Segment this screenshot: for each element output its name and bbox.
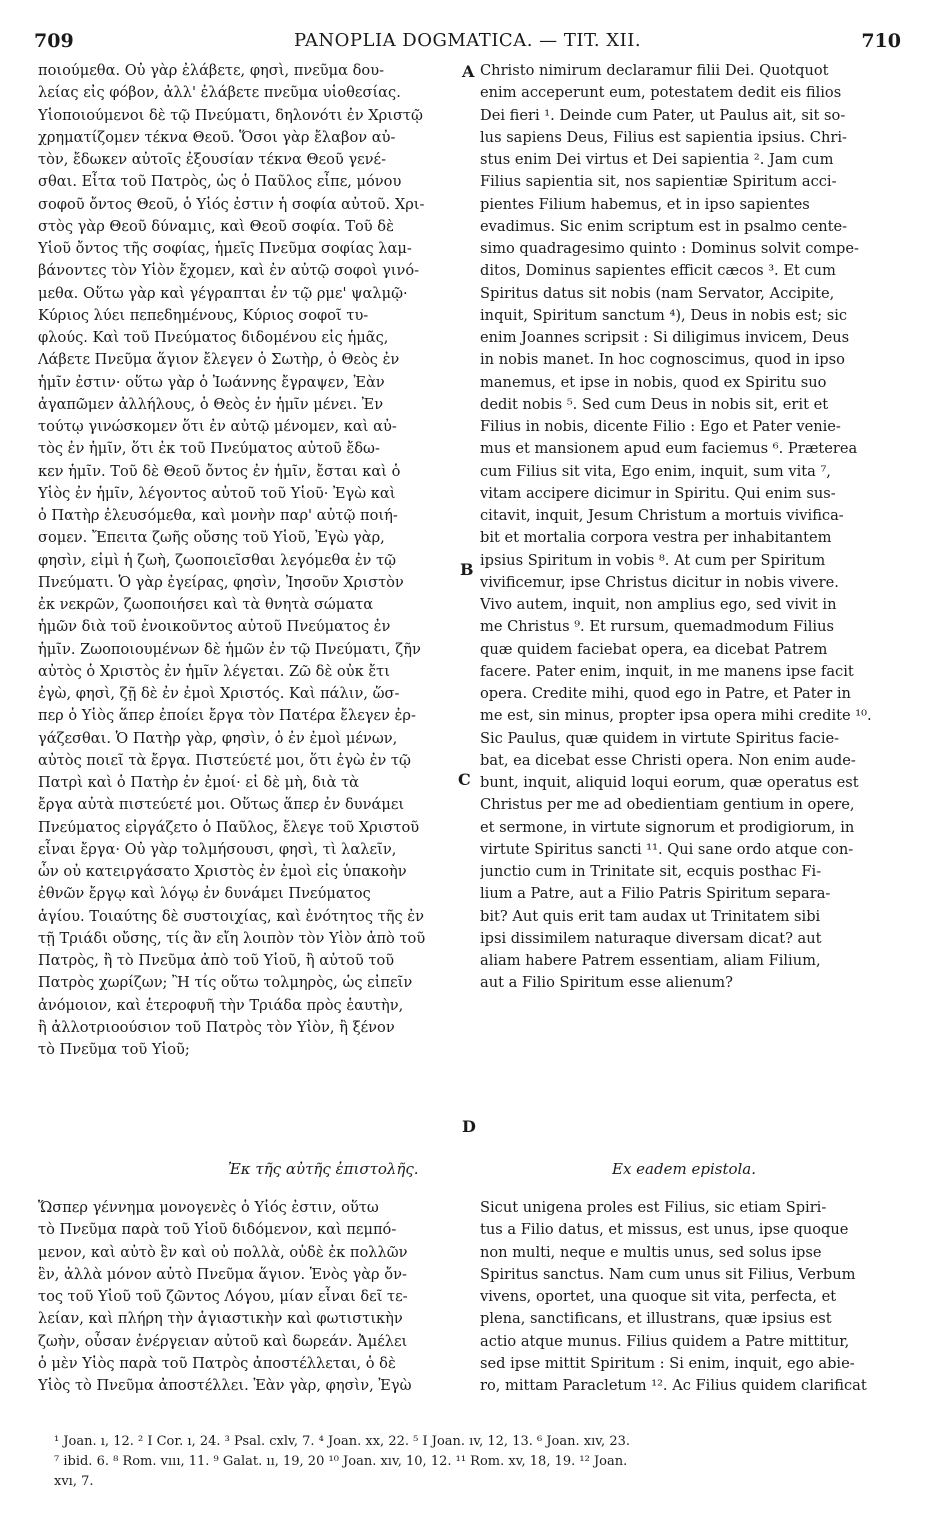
text-line: vivificemur, ipse Christus dicitur in nobis vivere. [480, 573, 839, 591]
text-line: Sicut unigena proles est Filius, sic etiam Spiri- [480, 1199, 827, 1216]
text-line: vivens, oportet, una quoque sit vita, perfecta, et [480, 1288, 837, 1305]
text-line: τούτῳ γινώσκομεν ὅτι ἐν αὐτῷ μένομεν, καὶ αὐ- [38, 418, 397, 435]
footnote-line: xvı, 7. [54, 1474, 94, 1489]
text-line: ὧν οὐ κατειργάσατο Χριστὸς ἐν ἐμοὶ εἰς ὑπακοὴν [38, 863, 407, 880]
text-line: ἐκ νεκρῶν, ζωοποιήσει καὶ τὰ θνητὰ σώματα [38, 596, 374, 613]
text-line: facere. Pater enim, inquit, in me manens ipse facit [480, 662, 854, 680]
text-line: me est, sin minus, propter ipsa opera mihi credite ¹⁰. [480, 707, 872, 725]
text-line: Πατρὸς, ἢ τὸ Πνεῦμα ἀπὸ τοῦ Υἱοῦ, ἢ αὐτοῦ τοῦ [38, 952, 395, 969]
text-line: lus sapiens Deus, Filius est sapientia ipsius. Chri- [480, 128, 847, 146]
text-line: ὁ Πατὴρ ἐλευσόμεθα, καὶ μονὴν παρ' αὐτῷ ποιή- [38, 507, 398, 524]
text-line: φησὶν, εἰμὶ ἡ ζωὴ, ζωοποιεῖσθαι λεγόμεθα ἐν τῷ [38, 551, 397, 569]
text-line: Υἱοῦ ὄντος τῆς σοφίας, ἡμεῖς Πνεῦμα σοφίας λαμ- [38, 240, 412, 257]
text-line: ἡμῖν. Ζωοποιουμένων δὲ ἡμῶν ἐν τῷ Πνεύματι, ζῆν [38, 640, 421, 658]
text-line: et sermone, in virtute signorum et prodigiorum, in [480, 818, 855, 836]
text-line: Spiritus datus sit nobis (nam Servator, Accipite, [480, 284, 835, 302]
text-line: φλούς. Καὶ τοῦ Πνεύματος διδομένου εἰς ἡμᾶς, [38, 329, 389, 346]
text-line: ζωὴν, οὖσαν ἐνέργειαν αὐτοῦ καὶ δωρεάν. Ἀμέλει [38, 1332, 408, 1350]
text-line: βάνοντες τὸν Υἱὸν ἔχομεν, καὶ ἐν αὐτῷ σοφοὶ γινό- [38, 262, 420, 280]
text-line: μενον, καὶ αὐτὸ ἓν καὶ οὐ πολλὰ, οὐδὲ ἐκ πολλῶν [38, 1243, 408, 1261]
text-line: τὸν, ἔδωκεν αὐτοῖς ἐξουσίαν τέκνα Θεοῦ γενέ- [38, 151, 387, 168]
text-line: Ὥσπερ γέννημα μονογενὲς ὁ Υἱός ἐστιν, οὕτω [38, 1199, 379, 1216]
text-line: ἡμῶν διὰ τοῦ ἐνοικοῦντος αὐτοῦ Πνεύματος ἐν [38, 618, 391, 636]
text-line: bit et mortalia corpora vestra per inhabitantem [480, 529, 832, 547]
text-line: cum Filius sit vita, Ego enim, inquit, sum vita ⁷, [480, 462, 831, 480]
text-line: vitam accipere dicimur in Spiritu. Qui enim sus- [480, 484, 836, 502]
text-line: σοφοῦ ὄντος Θεοῦ, ὁ Υἱός ἐστιν ἡ σοφία αὐτοῦ. Χρι- [38, 195, 425, 213]
text-line: ποιούμεθα. Οὐ γὰρ ἐλάβετε, φησὶ, πνεῦμα δου- [38, 62, 385, 79]
text-line: Πατρὸς χωρίζων; Ἢ τίς οὕτω τολμηρὸς, ὡς εἰπεῖν [38, 974, 413, 992]
text-line: Christus per me ad obedientiam gentium in opere, [480, 796, 855, 814]
text-line: mus et mansionem apud eum faciemus ⁶. Præterea [480, 440, 858, 458]
text-line: citavit, inquit, Jesum Christum a mortuis vivifica- [480, 507, 844, 524]
text-line: ipsi dissimilem naturaque diversam dicat? aut [480, 929, 822, 947]
text-line: τὸ Πνεῦμα τοῦ Υἱοῦ; [38, 1041, 190, 1058]
page-number-right: 710 [861, 30, 901, 52]
text-line: enim Joannes scripsit : Si diligimus invicem, Deus [480, 329, 850, 346]
text-line: opera. Credite mihi, quod ego in Patre, et Pater in [480, 685, 851, 702]
text-line: αὐτὸς ὁ Χριστὸς ἐν ἡμῖν λέγεται. Ζῶ δὲ οὐκ ἔτι [38, 662, 390, 680]
text-line: lium a Patre, aut a Filio Patris Spiritum separa- [480, 885, 831, 903]
text-line: in nobis manet. In hoc cognoscimus, quod in ipso [480, 351, 845, 369]
text-line: λείαν, καὶ πλήρη τὴν ἁγιαστικὴν καὶ φωτιστικὴν [38, 1310, 403, 1328]
text-line: Vivo autem, inquit, non amplius ego, sed vivit in [480, 596, 837, 613]
text-line: dedit nobis ⁵. Sed cum Deus in nobis sit, erit et [480, 395, 829, 413]
margin-marker-d: D [462, 1117, 476, 1136]
page-number-left: 709 [34, 30, 74, 52]
text-line: ἢ ἀλλοτριοούσιον τοῦ Πατρὸς τὸν Υἱὸν, ἢ ξένον [38, 1018, 395, 1036]
text-line: Υἱοποιούμενοι δὲ τῷ Πνεύματι, δηλονότι ἐν Χριστῷ [38, 106, 423, 124]
margin-marker-b: B [460, 560, 474, 579]
text-line: ditos, Dominus sapientes efficit cæcos ³. Et cum [480, 262, 836, 280]
text-line: aliam habere Patrem essentiam, aliam Filium, [480, 952, 821, 969]
text-line: manemus, et ipse in nobis, quod ex Spiritu suo [480, 373, 827, 391]
text-line: χρηματίζομεν τέκνα Θεοῦ. Ὅσοι γὰρ ἔλαβον αὐ- [38, 128, 396, 146]
text-line: bit? Aut quis erit tam audax ut Trinitatem sibi [480, 907, 821, 925]
text-line: pientes Filium habemus, et in ipso sapientes [480, 195, 810, 213]
text-line: Spiritus sanctus. Nam cum unus sit Filius, Verbum [480, 1265, 856, 1283]
text-line: simo quadragesimo quinto : Dominus solvit compe- [480, 240, 859, 257]
text-line: τὸς ἐν ἡμῖν, ὅτι ἐκ τοῦ Πνεύματος αὐτοῦ ἔδω- [38, 440, 380, 458]
text-line: ipsius Spiritum in vobis ⁸. At cum per Spiritum [480, 551, 826, 569]
text-line: virtute Spiritus sancti ¹¹. Qui sane ordo atque con- [480, 840, 854, 858]
text-line: μεθα. Οὕτω γὰρ καὶ γέγραπται ἐν τῷ ρμε' ψαλμῷ· [38, 284, 408, 302]
text-line: αὐτὸς ποιεῖ τὰ ἔργα. Πιστεύετέ μοι, ὅτι ἐγὼ ἐν τῷ [38, 751, 411, 769]
text-line: non multi, neque e multis unus, sed solus ipse [480, 1243, 822, 1261]
section-title-latin: Ex eadem epistola. [612, 1160, 757, 1178]
footnote-line: ⁷ ibid. 6. ⁸ Rom. vııı, 11. ⁹ Galat. ıı, 19, 20 ¹⁰ Joan. xıv, 10, 12. ¹¹ Rom. xv, 18, 19. ¹² Joan. [54, 1454, 628, 1469]
text-line: ἀγαπῶμεν ἀλλήλους, ὁ Θεὸς ἐν ἡμῖν μένει. Ἐν [38, 395, 384, 413]
text-line: Filius sapientia sit, nos sapientiæ Spiritum acci- [480, 173, 837, 191]
text-line: ro, mittam Paracletum ¹². Ac Filius quidem clarificat [480, 1377, 867, 1394]
text-line: Filius in nobis, dicente Filio : Ego et Pater venie- [480, 418, 841, 435]
running-title: PANOPLIA DOGMATICA. — TIT. XII. [293, 30, 642, 51]
text-line: στὸς γὰρ Θεοῦ δύναμις, καὶ Θεοῦ σοφία. Τοῦ δὲ [38, 217, 394, 235]
footnote-line: ¹ Joan. ı, 12. ² I Cor. ı, 24. ³ Psal. cxlv, 7. ⁴ Joan. xx, 22. ⁵ I Joan. ıv, 12, 13. ⁶ Joan. xıv, 23. [54, 1434, 630, 1449]
section-title-greek: Ἐκ τῆς αὐτῆς ἐπιστολῆς. [228, 1160, 419, 1178]
text-line: enim acceperunt eum, potestatem dedit eis filios [480, 84, 842, 102]
margin-marker-c: C [458, 770, 471, 789]
text-line: Dei fieri ¹. Deinde cum Pater, ut Paulus ait, sit so- [480, 106, 846, 124]
text-line: τῇ Τριάδι οὔσης, τίς ἂν εἴη λοιπὸν τὸν Υἱὸν ἀπὸ τοῦ [38, 929, 426, 947]
text-line: sed ipse mittit Spiritum : Si enim, inquit, ego abie- [480, 1354, 855, 1372]
text-line: κεν ἡμῖν. Τοῦ δὲ Θεοῦ ὄντος ἐν ἡμῖν, ἔσται καὶ ὁ [38, 462, 401, 480]
text-line: Πνεύματι. Ὁ γὰρ ἐγείρας, φησὶν, Ἰησοῦν Χριστὸν [38, 573, 404, 591]
text-line: ἓν, ἀλλὰ μόνον αὐτὸ Πνεῦμα ἅγιον. Ἑνὸς γὰρ ὄν- [38, 1265, 407, 1283]
text-line: quæ quidem faciebat opera, ea dicebat Patrem [480, 640, 828, 658]
text-line: plena, sanctificans, et illustrans, quæ ipsius est [480, 1310, 832, 1328]
text-line: γάζεσθαι. Ὁ Πατὴρ γὰρ, φησὶν, ὁ ἐν ἐμοὶ μένων, [38, 729, 398, 747]
text-line: ὁ μὲν Υἱὸς παρὰ τοῦ Πατρὸς ἀποστέλλεται, ὁ δὲ [38, 1354, 396, 1372]
text-line: stus enim Dei virtus et Dei sapientia ². Jam cum [480, 151, 834, 168]
text-line: σομεν. Ἔπειτα ζωῆς οὔσης τοῦ Υἱοῦ, Ἐγὼ γὰρ, [38, 529, 385, 547]
text-line: Υἱὸς ἐν ἡμῖν, λέγοντος αὐτοῦ τοῦ Υἱοῦ· Ἐγὼ καὶ [38, 484, 396, 502]
latin-text-column [480, 60, 896, 995]
text-line: junctio cum in Trinitate sit, ecquis posthac Fi- [480, 863, 822, 880]
page-header [34, 30, 901, 56]
greek-text-column-2 [38, 1197, 456, 1397]
text-line: Πνεύματος εἰργάζετο ὁ Παῦλος, ἔλεγε τοῦ Χριστοῦ [38, 818, 420, 836]
text-line: Κύριος λύει πεπεδημένους, Κύριος σοφοῖ τυ- [38, 306, 369, 324]
text-line: τὸ Πνεῦμα παρὰ τοῦ Υἱοῦ διδόμενον, καὶ πεμπό- [38, 1221, 397, 1239]
text-line: inquit, Spiritum sanctum ⁴), Deus in nobis est; sic [480, 306, 848, 324]
text-line: ἡμῖν ἐστιν· οὕτω γὰρ ὁ Ἰωάννης ἔγραψεν, Ἐὰν [38, 373, 385, 391]
text-line: tus a Filio datus, et missus, est unus, ipse quoque [480, 1221, 849, 1239]
footnotes [54, 1432, 900, 1492]
text-line: ἐθνῶν ἔργῳ καὶ λόγῳ ἐν δυνάμει Πνεύματος [38, 885, 371, 903]
text-line: Sic Paulus, quæ quidem in virtute Spiritus facie- [480, 729, 840, 747]
text-line: ἔργα αὐτὰ πιστεύετέ μοι. Οὕτως ἅπερ ἐν δυνάμει [38, 796, 405, 814]
text-line: aut a Filio Spiritum esse alienum? [480, 974, 733, 992]
text-line: Πατρὶ καὶ ὁ Πατὴρ ἐν ἐμοί· εἰ δὲ μὴ, διὰ τὰ [38, 774, 360, 791]
text-line: Christo nimirum declaramur filii Dei. Quotquot [480, 62, 829, 79]
text-line: τος τοῦ Υἱοῦ τοῦ ζῶντος Λόγου, μίαν εἶναι δεῖ τε- [38, 1288, 408, 1305]
text-line: evadimus. Sic enim scriptum est in psalmo cente- [480, 217, 848, 235]
text-line: εἶναι ἔργα· Οὐ γὰρ τολμήσουσι, φησὶ, τὶ λαλεῖν, [38, 840, 397, 858]
text-line: λείας εἰς φόβον, ἀλλ' ἐλάβετε πνεῦμα υἱοθεσίας. [38, 84, 401, 102]
text-line: περ ὁ Υἱὸς ἅπερ ἐποίει ἔργα τὸν Πατέρα ἔλεγεν ἐρ- [38, 707, 416, 725]
text-line: ἀνόμοιον, καὶ ἑτεροφυῆ τὴν Τριάδα πρὸς ἑαυτὴν, [38, 996, 404, 1014]
text-line: ἁγίου. Τοιαύτης δὲ συστοιχίας, καὶ ἑνότητος τῆς ἐν [38, 907, 424, 925]
text-line: σθαι. Εἶτα τοῦ Πατρὸς, ὡς ὁ Παῦλος εἶπε, μόνου [38, 173, 402, 191]
text-line: ἐγὼ, φησὶ, ζῇ δὲ ἐν ἐμοὶ Χριστός. Καὶ πάλιν, ὥσ- [38, 685, 400, 702]
text-line: Λάβετε Πνεῦμα ἅγιον ἔλεγεν ὁ Σωτὴρ, ὁ Θεὸς ἐν [38, 351, 400, 369]
text-line: me Christus ⁹. Et rursum, quemadmodum Filius [480, 618, 834, 636]
text-line: bunt, inquit, aliquid loqui eorum, quæ operatus est [480, 774, 859, 791]
greek-text-column [38, 60, 456, 1061]
text-line: Υἱὸς τὸ Πνεῦμα ἀποστέλλει. Ἐὰν γὰρ, φησὶν, Ἐγὼ [38, 1377, 412, 1394]
latin-text-column-2 [480, 1197, 896, 1397]
text-line: bat, ea dicebat esse Christi opera. Non enim aude- [480, 751, 856, 769]
margin-marker-a: A [462, 62, 475, 81]
text-line: actio atque munus. Filius quidem a Patre mittitur, [480, 1332, 850, 1350]
